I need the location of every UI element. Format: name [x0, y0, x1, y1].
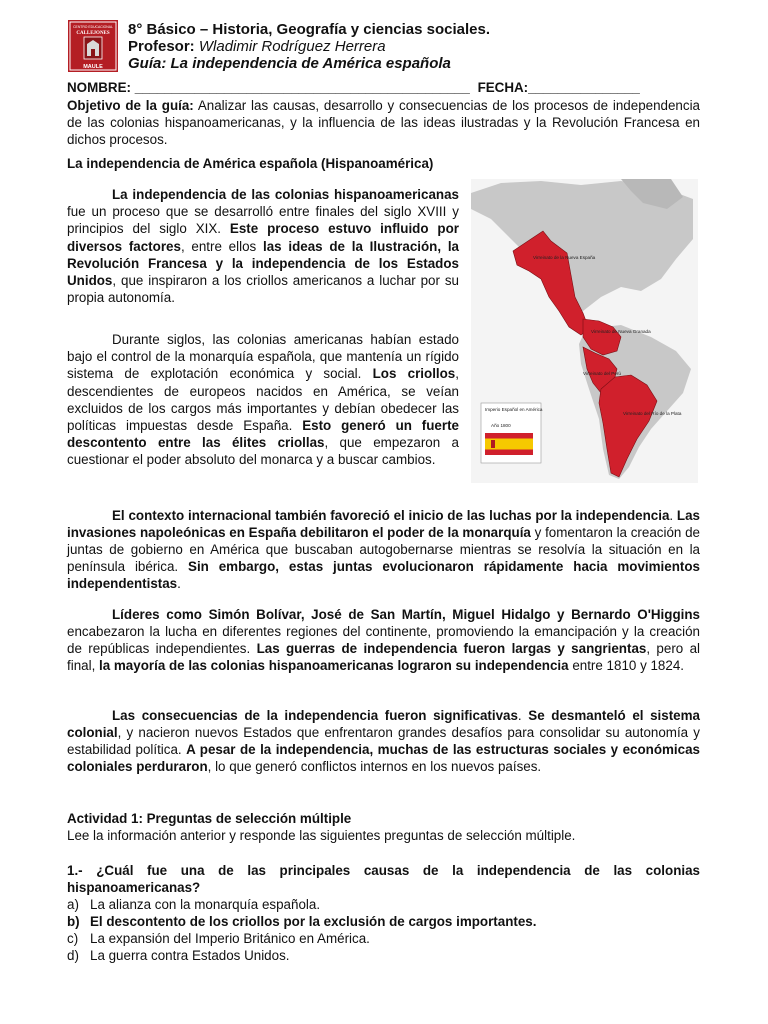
guide-title-line: [128, 55, 451, 73]
p3-bold-e: Sin embargo, estas juntas evolucionaron rápidamente hacia movimientos independentistas: [67, 559, 700, 591]
paragraph-1: [67, 186, 459, 306]
option-text: La alianza con la monarquía española.: [90, 897, 321, 912]
option-c[interactable]: [67, 930, 700, 947]
p5-bold-a: Las consecuencias de la independencia fueron significativas: [112, 708, 518, 723]
p1-text-b: fue un proceso que se desarrolló entre finales del siglo XVIII y principios del siglo XIX.: [67, 204, 459, 237]
activity-1: [67, 810, 700, 844]
p2-text-e: , que empezaron a cuestionar el poder absoluto del monarca y a buscar cambios.: [67, 435, 459, 468]
map-label-peru: Virreinato del Perú: [583, 371, 621, 376]
p2-bold-b: Los criollos: [372, 366, 456, 382]
teacher-label: Profesor:: [128, 38, 195, 55]
p4-bold-c: Las guerras de independencia fueron largas y sangrientas: [256, 641, 647, 656]
paragraph-4: [67, 606, 700, 674]
activity-title: Actividad 1: Preguntas de selección múltiple: [67, 811, 352, 826]
p2-text-a: Durante siglos, las colonias americanas habían estado bajo el control de la monarquía española, que mantenía un rígido sistema de explotación económica y social.: [67, 332, 459, 382]
question-1-text: 1.- ¿Cuál fue una de las principales causas de la independencia de las colonias hispanoamericanas?: [67, 863, 700, 895]
p4-bold-e: la mayoría de las colonias hispanoamericanas lograron su independencia: [99, 658, 569, 673]
americas-map: [471, 179, 698, 483]
guide-label: Guía:: [128, 55, 167, 72]
option-text: El descontento de los criollos por la exclusión de cargos importantes.: [90, 914, 537, 929]
option-text: La guerra contra Estados Unidos.: [90, 948, 290, 963]
p4-bold-a: Líderes como Simón Bolívar, José de San Martín, Miguel Hidalgo y Bernardo O'Higgins: [112, 607, 700, 622]
option-letter: c): [67, 931, 79, 946]
p3-bold-c: Las invasiones napoleónicas en España debilitaron el poder de la monarquía: [67, 508, 700, 540]
teacher-name: Wladimir Rodríguez Herrera: [198, 38, 386, 55]
p1-text-f: , que inspiraron a los criollos americanos a luchar por su propia autonomía.: [67, 273, 459, 306]
p5-text-d: , y nacieron nuevos Estados que enfrentaron grandes desafíos para consolidar su autonomía y estabilidad política.: [67, 725, 700, 757]
date-field[interactable]: FECHA:_______________: [477, 80, 640, 95]
logo-text-bottom: MAULE: [83, 64, 103, 70]
p2-text-c: , descendientes de europeos nacidos en América, se veían excluidos de los cargos más importantes y debían obedecer las políticas impuestas desde España.: [67, 366, 459, 434]
legend-title: Imperio Español en América: [485, 407, 543, 412]
objective-label: Objetivo de la guía:: [67, 98, 194, 113]
p3-bold-a: El contexto internacional también favoreció el inicio de las luchas por la independencia: [112, 508, 670, 523]
paragraph-2: [67, 331, 459, 469]
paragraph-5: [67, 707, 700, 775]
p2-bold-d: Esto generó un fuerte descontento entre las élites criollas: [67, 418, 459, 451]
map-label-new-spain: Virreinato de la Nueva España: [533, 255, 596, 260]
option-letter: a): [67, 897, 79, 912]
p4-text-f: entre 1810 y 1824.: [568, 658, 684, 673]
map-label-new-granada: Virreinato de Nueva Granada: [591, 329, 651, 334]
p4-text-d: , pero al final,: [67, 641, 700, 673]
p1-bold-c: Este proceso estuvo influido por diversos factores: [67, 221, 459, 254]
logo-text-middle: CALLEJONES: [76, 31, 110, 36]
name-field[interactable]: NOMBRE: _____________________________________________: [67, 80, 470, 95]
school-logo: [68, 20, 118, 72]
p3-text-b: .: [669, 508, 677, 523]
paragraph-3: [67, 507, 700, 592]
option-letter: b): [67, 914, 80, 929]
p1-bold-a: La independencia de las colonias hispanoamericanas: [112, 187, 459, 202]
question-1-options: [67, 896, 700, 964]
p5-text-f: , lo que generó conflictos internos en los nuevos países.: [207, 759, 542, 774]
map-label-rio-plata: Virreinato del Río de la Plata: [623, 411, 682, 416]
option-letter: d): [67, 948, 79, 963]
option-b[interactable]: [67, 913, 700, 930]
course-title: 8° Básico – Historia, Geografía y ciencias sociales.: [128, 21, 491, 38]
p5-text-b: .: [517, 708, 529, 723]
section-title: La independencia de América española (Hispanoamérica): [67, 156, 434, 171]
objective: [67, 97, 700, 148]
option-text: La expansión del Imperio Británico en América.: [90, 931, 370, 946]
p1-bold-e: las ideas de la Ilustración, la Revolución Francesa y la independencia de los Estados Unidos: [67, 238, 459, 289]
p3-text-f: .: [177, 576, 181, 591]
p4-text-b: encabezaron la lucha en diferentes regiones del continente, promoviendo la emancipación y la creación de repúblicas independientes.: [67, 624, 700, 656]
activity-instructions: Lee la información anterior y responde las siguientes preguntas de selección múltiple.: [67, 828, 576, 843]
name-date-row: [67, 79, 700, 96]
p3-text-d: y fomentaron la creación de juntas de gobierno en América que buscaban autogobernarse mientras se resolvía la situación en la península ibérica.: [67, 525, 700, 574]
logo-text-top: CENTRO EDUCACIONAL: [73, 25, 113, 29]
option-a[interactable]: [67, 896, 700, 913]
spain-flag-icon: [485, 433, 533, 455]
legend-year: Año 1800: [491, 423, 511, 428]
p1-text-d: , entre ellos: [180, 238, 263, 254]
p5-bold-e: A pesar de la independencia, muchas de las estructuras sociales y económicas coloniales perduraron: [67, 742, 700, 774]
objective-text: Analizar las causas, desarrollo y consecuencias de los procesos de independencia de las colonias hispanoamericanas, y la influencia de las ideas ilustradas y la Revolución Francesa en dichos procesos.: [67, 98, 701, 147]
teacher-line: [128, 38, 386, 56]
p5-bold-c: Se desmanteló el sistema colonial: [67, 708, 700, 740]
question-1: [67, 862, 700, 896]
guide-title: La independencia de América española: [170, 55, 451, 72]
option-d[interactable]: [67, 947, 700, 964]
